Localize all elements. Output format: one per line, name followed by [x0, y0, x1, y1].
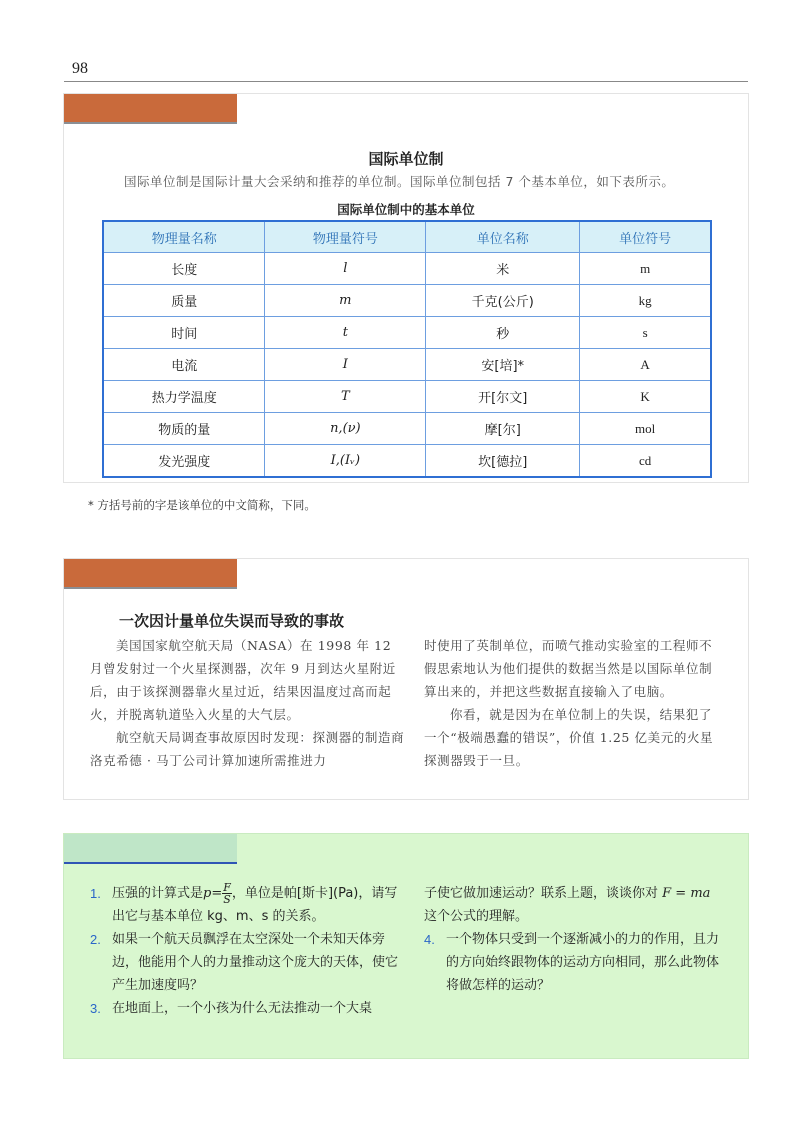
- exercise-item: [90, 997, 406, 1020]
- table-row: [103, 381, 711, 413]
- paragraph: 航空航天局调查事故原因时发现：探测器的制造商洛克希德 · 马丁公司计算加速所需推进力: [90, 730, 405, 768]
- unit-symbol: A: [580, 349, 711, 381]
- header-quantity-name: 物理量名称: [103, 221, 265, 253]
- quantity-symbol: t: [265, 317, 426, 349]
- unit-name: 米: [426, 253, 580, 285]
- section-title: 国际单位制: [368, 150, 444, 168]
- si-base-units-table: [102, 220, 712, 478]
- table-header-row: [103, 221, 711, 253]
- quantity-symbol: l: [265, 253, 426, 285]
- unit-symbol: s: [580, 317, 711, 349]
- exercise-text: 在地面上，一个小孩为什么无法推动一个大桌: [112, 1001, 373, 1016]
- exercises-right-column: [424, 882, 724, 997]
- exercise-text: 子使它做加速运动？联系上题，谈谈你对: [424, 886, 663, 901]
- quantity-name: 质量: [103, 285, 265, 317]
- quantity-name: 物质的量: [103, 413, 265, 445]
- exercise-number: 4.: [424, 932, 435, 947]
- unit-symbol: cd: [580, 445, 711, 478]
- quantity-symbol: T: [265, 381, 426, 413]
- exercise-item: [90, 928, 406, 997]
- section-tab: [64, 94, 237, 124]
- exercises-panel: [63, 833, 749, 1059]
- quantity-name: 发光强度: [103, 445, 265, 478]
- header-rule: [64, 81, 748, 82]
- reading-panel: [63, 558, 749, 800]
- exercise-text: 如果一个航天员飘浮在太空深处一个未知天体旁边，他能用个人的力量推动这个庞大的天体，使它产生加速度吗？: [112, 932, 399, 993]
- exercises-left-column: [90, 882, 406, 1020]
- exercise-number: 3.: [90, 1001, 101, 1016]
- section-tab: [64, 559, 237, 589]
- quantity-name: 时间: [103, 317, 265, 349]
- unit-name: 安[培]*: [426, 349, 580, 381]
- formula: p=: [203, 886, 223, 901]
- fraction: [222, 882, 232, 905]
- exercise-text: 一个物体只受到一个逐渐减小的力的作用，且力的方向始终跟物体的运动方向相同，那么此物体将做怎样的运动？: [446, 932, 720, 993]
- table-row: [103, 317, 711, 349]
- unit-symbol: kg: [580, 285, 711, 317]
- exercise-item: [424, 928, 724, 997]
- exercise-continuation: [424, 882, 724, 928]
- unit-name: 开[尔文]: [426, 381, 580, 413]
- table-row: [103, 253, 711, 285]
- exercise-text: 压强的计算式是: [112, 886, 204, 901]
- unit-name: 摩[尔]: [426, 413, 580, 445]
- table-footnote: * 方括号前的字是该单位的中文简称，下同。: [88, 498, 316, 512]
- paragraph: 时使用了英制单位，而喷气推动实验室的工程师不假思索地认为他们提供的数据当然是以国际单位制算出来的，并把这些数据直接输入了电脑。: [424, 638, 713, 699]
- exercise-number: 1.: [90, 886, 101, 901]
- table-row: [103, 349, 711, 381]
- reading-left-column: [90, 634, 408, 772]
- header-quantity-symbol: 物理量符号: [265, 221, 426, 253]
- formula: F = ma: [662, 886, 711, 901]
- unit-name: 秒: [426, 317, 580, 349]
- unit-symbol: mol: [580, 413, 711, 445]
- section-tab: [64, 834, 237, 864]
- fraction-numerator: F: [223, 881, 231, 894]
- quantity-symbol: m: [265, 285, 426, 317]
- quantity-name: 长度: [103, 253, 265, 285]
- reading-right-column: [424, 634, 724, 772]
- quantity-name: 热力学温度: [103, 381, 265, 413]
- quantity-symbol: I,(Iᵥ): [265, 445, 426, 478]
- quantity-symbol: I: [265, 349, 426, 381]
- header-unit-symbol: 单位符号: [580, 221, 711, 253]
- quantity-name: 电流: [103, 349, 265, 381]
- unit-name: 千克(公斤): [426, 285, 580, 317]
- si-units-panel: [63, 93, 749, 483]
- table-row: [103, 285, 711, 317]
- table-row: [103, 413, 711, 445]
- exercise-text: ，单位是帕[斯卡](Pa)，请写出它与基本单位 kg、m、s 的关系。: [112, 886, 398, 924]
- quantity-symbol: n,(ν): [265, 413, 426, 445]
- page-number: 98: [72, 60, 88, 77]
- unit-name: 坎[德拉]: [426, 445, 580, 478]
- unit-symbol: K: [580, 381, 711, 413]
- paragraph: 美国国家航空航天局（NASA）在 1998 年 12 月曾发射过一个火星探测器，次年 9 月到达火星附近后，由于该探测器靠火星过近，结果因温度过高而起火，并脱离轨道坠入火星的大气层。: [90, 638, 396, 722]
- reading-title: 一次因计量单位失误而导致的事故: [119, 612, 345, 630]
- table-caption: 国际单位制中的基本单位: [337, 202, 475, 217]
- exercise-text: 这个公式的理解。: [424, 909, 529, 924]
- paragraph: 你看，就是因为在单位制上的失误，结果犯了一个“极端愚蠢的错误”，价值 1.25 亿美元的火星探测器毁于一旦。: [424, 707, 714, 768]
- unit-symbol: m: [580, 253, 711, 285]
- header-unit-name: 单位名称: [426, 221, 580, 253]
- section-intro: 国际单位制是国际计量大会采纳和推荐的单位制。国际单位制包括 7 个基本单位，如下表所示。: [124, 174, 675, 189]
- exercise-number: 2.: [90, 932, 101, 947]
- fraction-denominator: S: [223, 893, 231, 906]
- table-row: [103, 445, 711, 478]
- exercise-item: [90, 882, 406, 928]
